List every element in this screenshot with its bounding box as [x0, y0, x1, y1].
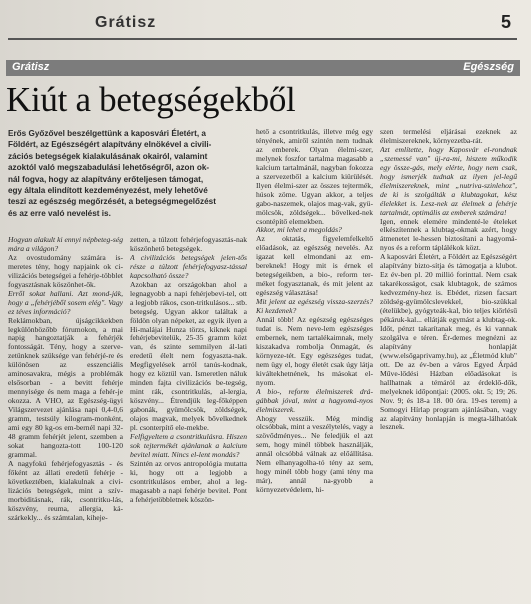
interview-question: A civilizációs betegségek jelen-tős része a túlzott fehérjefogyasz-tással kapcsolható össze? [130, 252, 247, 280]
body-paragraph: zetten, a túlzott fehérjefogyasztás-nak köszönhető betegségek. [130, 236, 247, 253]
lead-line: egy általa elindított kezdeményezést, mely lehetővé [8, 186, 208, 196]
body-paragraph: Igen, ennek elemére mindenté-le ételeket elkészítennek a klubtag-okmak azért, hogy átmenetet le-hessen biztosítani a hagyomá-nyos és a reform táplálékok közt. [380, 216, 517, 253]
interview-question: Akkor, mi lehet a megoldás? [256, 225, 342, 235]
body-paragraph: Az oktatás, figyelemfelkeltő előadások, az egészség nevelés. Az igazat kell elmondani az em-bereknek! Hogy mit is érnek el betegségeikben, a bio-, reform ter-méket fogyasztanak, és mit jelent az egészség választása! [256, 234, 373, 298]
interview-question: A bio-, reform élelmiszerek drá-gábbak jóval, mint a hagyomá-nyos élelmiszerek. [256, 386, 373, 414]
interview-question: Mit jelent az egészség vissza-szerzés? Ki kezdenek? [256, 297, 373, 316]
page-number: 5 [500, 12, 511, 32]
interview-question: Azt említette, hogy Kaposvár el-rondnak „szemessé van" új-ra-mi, hiszem műkodik egy össze-gás, mely elérte, hogy nem csak, hogy ismerjék tudnak az ilyen jel-legű élelmiszereknek, mint „nutriva-szinlehoz", de ki is szolgálták a klubtagokat, kész élelekket is. Lesz-nek az élelmek a fehérje tartalmát, optimális az emberek számára! [380, 144, 517, 217]
article-lead [8, 128, 245, 232]
body-paragraph: szen termelési eljárásai ezeknek az élelmiszereknek, környezetba-rát. [380, 128, 517, 145]
body-paragraph: Annál több! Az egészség egészséges tudat is. Nem neve-lem egészséges embernek, nem tartalékaimnak, mely kiszakadva rombolja Önmagát, és környeze-tét. Egy egészséges tudat, nem ügy el, hogy életét csak úgy látja kiváltekhetnének, hs másokat el-nyom. [256, 315, 373, 387]
header-rule [8, 38, 517, 40]
section-band-left: Grátisz [12, 61, 50, 73]
lead-line: és az erre való nevelést is. [8, 208, 111, 218]
lead-line: nál fogva, hogy az alapítvány erőteljesen támogat, [8, 174, 204, 184]
interview-question: Felfigyeltem a csontritkulásra. Hiszen sok tejtermékét ajánlanak a kalcium bevitel miatt. Nincs el-lent mondás? [130, 431, 247, 459]
section-band-right: Egészség [463, 61, 514, 73]
body-paragraph: hető a csontritkulás, illetve még egy tényének, amiről szintén nem tudnak az emberek. Olyan élelmi-szer, melynek foszfor tartalma magasabb a kalcium tartalmánál, nagyban fokozza a szervezetből a kalcium kiürülését. Ilyen élelmi-szer az összes tejtermék, húsok zöme. Ugyan akkor, a teljes gabo-naszemek, olajos mag-vak, gyü-mölcsök, zöldségek... bővelked-nek csontépítő elemekben. [256, 128, 373, 226]
lead-line: azoktól való megszabadulási lehetőségről, azon ok- [8, 163, 210, 173]
lead-line: teszi az egészség megőrzését, a betegségmegelőzést [8, 197, 216, 207]
lead-line: zációs betegségek kialakulásának okairól, valamint [8, 151, 208, 161]
body-paragraph: Ahogy vesszük. Még mindig olcsóbbak, mint a veszélytelés, vagy a szövődményes... Ne feledjük el azt sem, hogy minél többek használják, annál olcsóbbá válnak az előállítása. Nem elhanyagolha-tó tény az sem, hogy minél több hogy (ami tény ma már), annál na-gyobb a környezetvédelem, hi- [256, 413, 373, 495]
article-column-4 [380, 128, 517, 602]
body-paragraph: Az ovostudomány számára is-meretes tény, hogy napjaink ok ci-vilizációs betegségei a fehérje-többlet fogyasztásnak köszönhet-ők. [8, 252, 123, 289]
publication-name: Grátisz [95, 14, 157, 31]
section-band [6, 60, 520, 76]
article-title: Kiút a betegségekből [6, 80, 296, 119]
article-column-1 [8, 236, 123, 602]
interview-question: Hogyan alakult ki ennyi népbeteg-ség mára a világon? [8, 236, 123, 253]
body-paragraph: Azokban az országokban ahol a legnagyobb a napi fehérjebevi-tel, ott a legjobb rákos, cson-tritkulásos... stb. betegség. Ugyan akkor találtak a földön olyan népeket, az egyik ilyen a Hi-malájai Hunza törzs, kiknek napi fehérjebevitelük, 25-35 gramm közt van, és szinte semmilyen ál-lati eredetű élelt nem fogyaszta-nak. Megfigyelések arról tanús-kodnak, hogy ez köztül van. Ismeretlen náluk minden fajta civilizációs be-tegség, mint rák, csontritkulás, al-lergia, köszvény... Étrendjük leg-főképpen gabonák, gyümölcsök, zöldségek, olajos magvak, melyek bővelkednek pl. csonterpítő ele-mekbe. [130, 279, 247, 433]
body-paragraph: Szintén az orvos antropológia mutatta ki, hogy ott a legjobb a csontritkulásos ember, ahol a leg-magasabb a napi fehérje bevitel. Pont a fehérjetöbbletnek köszön- [130, 458, 247, 504]
article-column-3 [256, 128, 373, 602]
body-paragraph: A nagyfokú fehérjefogyasztás - és főként az állati eredetű fehérje - következtében, kialakulnak a civi-lizációs betegségek, mint a szív-morbiditásnak, rák, csontritku-lás, köszvény, reuma, allergia, ká-szárkekly... és számtalan, kiheje- [8, 458, 123, 522]
lead-line: Földért, az Egészségért alapítvány elnökével a civili- [8, 140, 212, 150]
body-paragraph: A kaposvári Életért, a Földért az Egészségért alapítvány bizto-sítja és támogatja a klubot. Ez év-ben pl. 20 millió forinttal. Nem csak takarékosságot, csak klubtagok, de számos kedvezmény-hez is. Ebédet, rizsen facsart zöldség-gyümölcslevekkel, bio-szükkal (ételükbe), gyógyteák-kal, bio teljes kiőrlésű pékáruk-kal... ellátják egymást a klubtag-ok. Időt, pénzt takarítanak meg, és ki vannak szolgálva e téren. Ér-demes megnézni az alapítvány honlapját (www.elsőgaprivamy.hu), az „Életmód klub" ott. De az év-ben a város Egyed Árpád Műve-lődési Házban előadásokat is hallhatnak a témáról az érdeklő-dők, melyeknek időpontjai: (2005. okt. 5; 19; 26. Nov. 9; és 18-a 18. 00 óra. 19-es terem) a Somogyi Hírlap program ajánlásában, vagy az alapítvány honlapján is megta-lálhatóak lesznek. [380, 252, 517, 432]
body-paragraph: Reklámokban, újságcikkekben legkülönbözőbb fórumokon, a mai napig hangoztatják a fehérjék fontosságát. Tény, hogy a szerve-zetünknek szüksége van fehérjé-re és különösen az esszenciális aminosavakra, mégis a problémák elsősorban - a bevitt fehérje mennyisége és nem maga a fehér-je okozza. A VHO, az Egészség-ügyi Világszervezet ajánlása napi 0,4-0,6 gramm, testsúly kilogram-monként, ami egy 80 kg-os em-bernél napi 32-48 gramm fehérjét jelent, szemben a sokat hangozta-tott 100-120 grammal. [8, 315, 123, 459]
article-column-2 [130, 236, 247, 602]
running-header [0, 0, 531, 40]
lead-line: Erős Győzővel beszélgettünk a kaposvári Életért, a [8, 129, 206, 138]
interview-question: Erről sokat hallani. Azt mond-ják, hogy a „fehérjéből sosem elég". Vagy ez téves információ? [8, 288, 123, 316]
